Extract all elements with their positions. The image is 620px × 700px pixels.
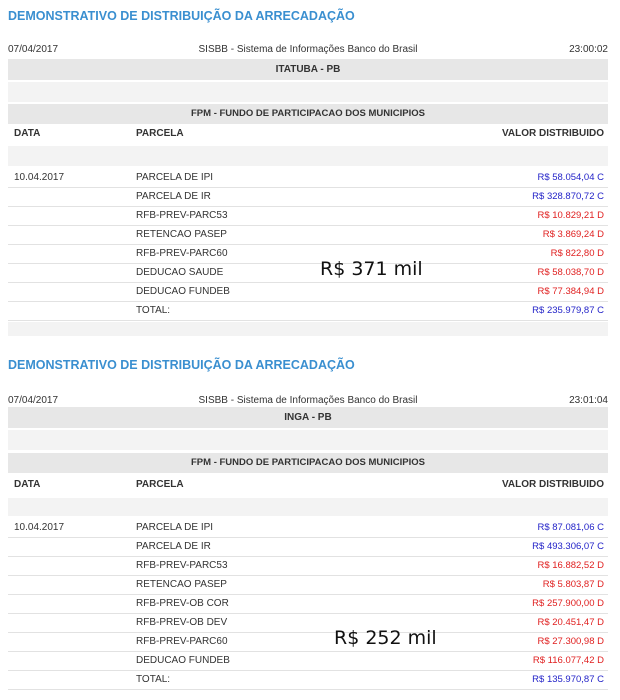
report-title: DEMONSTRATIVO DE DISTRIBUIÇÃO DA ARRECADAÇÃO xyxy=(8,9,355,23)
row-value: R$ 493.306,07 C xyxy=(532,541,604,552)
row-parcel: DEDUCAO FUNDEB xyxy=(136,655,230,666)
table-row xyxy=(8,632,608,652)
row-value: R$ 116.077,42 D xyxy=(532,655,604,666)
table-row xyxy=(8,263,608,283)
row-value: R$ 10.829,21 D xyxy=(537,210,604,221)
overlay-amount: R$ 371 mil xyxy=(320,258,423,280)
header-parcel: PARCELA xyxy=(136,479,184,490)
header-value: VALOR DISTRIBUIDO xyxy=(501,128,604,139)
municipality-band: ITATUBA - PB xyxy=(8,59,608,80)
row-value: R$ 257.900,00 D xyxy=(532,598,604,609)
row-parcel: PARCELA DE IR xyxy=(136,541,211,552)
table-row xyxy=(8,518,608,538)
row-parcel: RFB-PREV-OB COR xyxy=(136,598,229,609)
system-name: SISBB - Sistema de Informações Banco do Brasil xyxy=(198,395,418,406)
table-row xyxy=(8,282,608,302)
municipality-band: INGA - PB xyxy=(8,407,608,428)
row-parcel: RFB-PREV-PARC53 xyxy=(136,560,228,571)
table-row xyxy=(8,168,608,188)
row-parcel: RFB-PREV-PARC60 xyxy=(136,636,228,647)
row-value: R$ 27.300,98 D xyxy=(537,636,604,647)
row-parcel: DEDUCAO SAUDE xyxy=(136,267,224,278)
row-parcel: DEDUCAO FUNDEB xyxy=(136,286,230,297)
row-value: R$ 235.979,87 C xyxy=(532,305,604,316)
table-row xyxy=(8,225,608,245)
report-date: 07/04/2017 xyxy=(8,44,59,55)
table-row xyxy=(8,187,608,207)
row-value: R$ 822,80 D xyxy=(550,248,604,259)
row-parcel: PARCELA DE IPI xyxy=(136,522,214,533)
row-value: R$ 5.803,87 D xyxy=(542,579,604,590)
fund-band: FPM - FUNDO DE PARTICIPACAO DOS MUNICIPIOS xyxy=(8,104,608,124)
row-value: R$ 328.870,72 C xyxy=(532,191,604,202)
table-row xyxy=(8,537,608,557)
row-value: R$ 135.970,87 C xyxy=(532,674,604,685)
table-row xyxy=(8,670,608,690)
row-value: R$ 3.869,24 D xyxy=(542,229,604,240)
row-value: R$ 58.038,70 D xyxy=(537,267,604,278)
table-row xyxy=(8,301,608,321)
row-date: 10.04.2017 xyxy=(14,522,65,533)
header-date: DATA xyxy=(14,128,41,139)
row-parcel: TOTAL: xyxy=(136,305,171,316)
report-title: DEMONSTRATIVO DE DISTRIBUIÇÃO DA ARRECADAÇÃO xyxy=(8,358,355,372)
table-row xyxy=(8,556,608,576)
header-parcel: PARCELA xyxy=(136,128,184,139)
row-value: R$ 77.384,94 D xyxy=(537,286,604,297)
row-parcel: RETENCAO PASEP xyxy=(136,229,227,240)
row-parcel: RFB-PREV-PARC60 xyxy=(136,248,228,259)
report-time: 23:00:02 xyxy=(569,44,608,55)
table-row xyxy=(8,244,608,264)
report-itatuba xyxy=(0,0,620,342)
row-parcel: RFB-PREV-PARC53 xyxy=(136,210,228,221)
table-row xyxy=(8,613,608,633)
row-parcel: RETENCAO PASEP xyxy=(136,579,227,590)
row-value: R$ 87.081,06 C xyxy=(537,522,604,533)
table-row xyxy=(8,575,608,595)
row-parcel: RFB-PREV-OB DEV xyxy=(136,617,228,628)
row-value: R$ 16.882,52 D xyxy=(537,560,604,571)
report-date: 07/04/2017 xyxy=(8,395,59,406)
table-row xyxy=(8,651,608,671)
system-name: SISBB - Sistema de Informações Banco do Brasil xyxy=(198,44,418,55)
spacer-row xyxy=(8,82,608,102)
fund-band: FPM - FUNDO DE PARTICIPACAO DOS MUNICIPIOS xyxy=(8,453,608,473)
table-row xyxy=(8,206,608,226)
row-parcel: PARCELA DE IPI xyxy=(136,172,214,183)
row-date: 10.04.2017 xyxy=(14,172,65,183)
row-parcel: PARCELA DE IR xyxy=(136,191,211,202)
spacer-row xyxy=(8,430,608,450)
header-date: DATA xyxy=(14,479,41,490)
row-value: R$ 20.451,47 D xyxy=(537,617,604,628)
report-time: 23:01:04 xyxy=(569,395,608,406)
spacer-row xyxy=(8,498,608,516)
spacer-row xyxy=(8,146,608,166)
row-parcel: TOTAL: xyxy=(136,674,171,685)
table-row xyxy=(8,594,608,614)
row-value: R$ 58.054,04 C xyxy=(537,172,604,183)
report-inga xyxy=(0,348,620,700)
spacer-row xyxy=(8,322,608,336)
header-value: VALOR DISTRIBUIDO xyxy=(501,479,604,490)
overlay-amount: R$ 252 mil xyxy=(334,627,437,649)
